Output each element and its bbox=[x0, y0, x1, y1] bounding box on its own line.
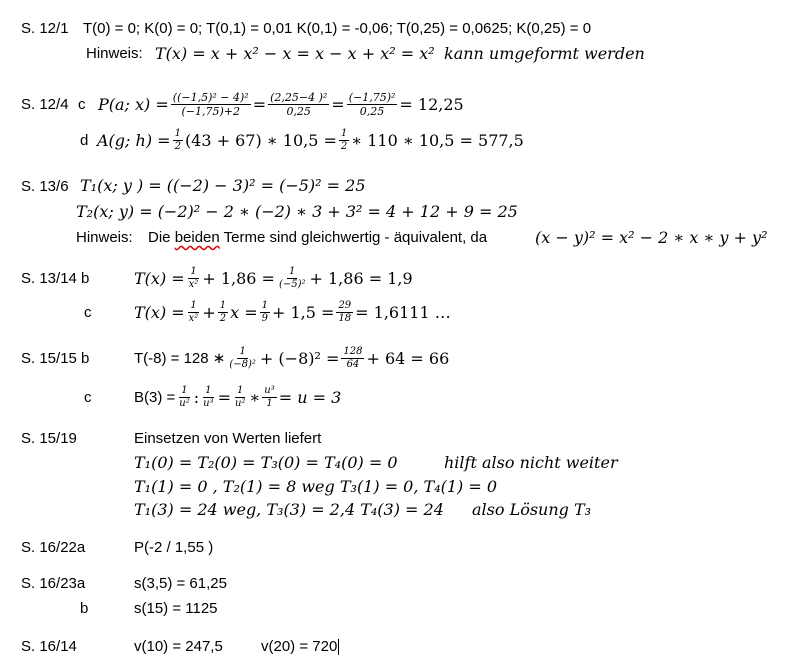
worksheet-solutions: S. 12/1 T(0) = 0; K(0) = 0; T(0,1) = 0,01 K(0,1) = -0,06; T(0,25) = 0,0625; K(0,25) = 0 Hinweis: T(x) = x + x² − x = x − x + x² = x² kann umgeformt werden S. 12/4 c P(a; x) = $\frac{\text{((−1,5)² − 4)²}}{(-1,75)+2}$ = $\frac{\text{(2,25−4 )²}}{0,25}$ = $\frac{\text{(−1,75)²}}{0,25}$ = 12,25 d A(g; h) = $\frac{1}{2}$ (43 + 67) ∗ 10,5 = $\frac{1}{2}$ ∗ 110 ∗ 10,5 = 577,5 S. 13/6 T₁(x; y ) = ((−2) − 3)² = (−5)² = 25 T₂(x; y) = (−2)² − 2 ∗ (−2) ∗ 3 + 3² = 4 + 12 + 9 = 25 Hinweis: Die beiden Terme sind gleichwertig - äquivalent, da (x − y)² = x² − 2 ∗ x ∗ y + y² S. 13/14 b T(x) = $\frac{1}{\text{x²}}$ + 1,86 = $\frac{1}{\text{(−5)²}}$ + 1,86 = 1,9 c T(x) = $\frac{1}{\text{x²}}$ + $\frac{1}{2}$ x = $\frac{1}{9}$ + 1,5 = $\frac{29}{18}$ = 1,6111 … S. 15/15 b T(-8) = 128 ∗ $\frac{1}{\text{(−8)²}}$ + (−8)² = $\frac{128}{64}$ + 64 = 66 c B(3) = $\frac{1}{\text{u²}}$ : $\frac{1}{\text{u³}}$ = $\frac{1}{\text{u²}}$ ∗ $\frac{\text{u³}}{1}$ = u = 3 S. 15/19 Einsetzen von Werten liefert T₁(0) = T₂(0) = T₃(0) = T₄(0) = 0 hilft also nicht weiter T₁(1) = 0 , T₂(1) = 8 weg T₃(1) = 0, T₄(1) = 0 T₁(3) = 24 weg, T₃(3) = 2,4 T₄(3) = 24 also Lösung T₃ S. 16/22a P(-2 / 1,55 ) S. 16/23a s(3,5) = 61,25 b s(15) = 1125 S. 16/14 v(10) = 247,5 v(20) = 720 bbox=[21, 20, 768, 655]
fraction: $\frac{\text{(2,25−4 )²}}{0,25}$ bbox=[270, 90, 328, 118]
section-label: S. 12/1 bbox=[21, 20, 69, 37]
answer-a: s(3,5) = 61,25 bbox=[134, 575, 227, 592]
lhs: P(a; x) = bbox=[98, 94, 169, 114]
part-label: b bbox=[80, 600, 89, 617]
hint-label: Hinweis: bbox=[76, 229, 133, 246]
spellcheck-word[interactable]: beiden bbox=[174, 229, 220, 246]
expression: + (−8)² = bbox=[259, 348, 340, 368]
section-label: S. 16/23a bbox=[21, 575, 86, 592]
answer: P(-2 / 1,55 ) bbox=[134, 539, 214, 556]
fraction: $\frac{128}{64}$ bbox=[343, 345, 363, 370]
part-label: c bbox=[84, 389, 92, 406]
expression: = 1,6111 … bbox=[355, 302, 451, 322]
answer-v20: v(20) = 720 bbox=[261, 638, 338, 655]
values-line: T(0) = 0; K(0) = 0; T(0,1) = 0,01 K(0,1) = -0,06; T(0,25) = 0,0625; K(0,25) = 0 bbox=[83, 20, 592, 37]
intro-text: Einsetzen von Werten liefert bbox=[134, 430, 322, 447]
text-cursor bbox=[338, 639, 339, 655]
lhs: T(x) = bbox=[134, 302, 185, 322]
section-label: S. 16/14 bbox=[21, 638, 77, 655]
answer-v10: v(10) = 247,5 bbox=[134, 638, 223, 655]
equation-line-1: T₁(x; y ) = ((−2) − 3)² = (−5)² = 25 bbox=[80, 176, 366, 195]
hint-label: Hinweis: bbox=[86, 45, 143, 62]
expression: + 1,86 = 1,9 bbox=[309, 268, 413, 288]
hint-formula: T(x) = x + x² − x = x − x + x² = x² bbox=[155, 44, 435, 63]
answer-b: s(15) = 1125 bbox=[134, 600, 218, 617]
fraction: $\frac{1}{9}$ bbox=[261, 299, 268, 324]
expression: + 64 = 66 bbox=[366, 348, 450, 368]
lhs: T(-8) = 128 ∗ bbox=[134, 350, 226, 367]
part-label: d bbox=[80, 132, 89, 149]
section-label: S. 12/4 bbox=[21, 96, 69, 113]
expression: ∗ 110 ∗ 10,5 = 577,5 bbox=[351, 130, 524, 150]
expression: = u = 3 bbox=[278, 387, 342, 407]
lhs: B(3) = bbox=[134, 388, 176, 406]
fraction: $\frac{1}{\text{u²}}$ bbox=[234, 384, 246, 409]
equation-line-2: T₁(1) = 0 , T₂(1) = 8 weg T₃(1) = 0, T₄(1) = 0 bbox=[134, 477, 498, 496]
fraction: $\frac{1}{2}$ bbox=[174, 127, 181, 152]
fraction: $\frac{1}{\text{x²}}$ bbox=[188, 265, 199, 290]
fraction: $\frac{1}{2}$ bbox=[219, 299, 227, 324]
expression: + 1,5 = bbox=[272, 302, 335, 322]
fraction: $\frac{\text{((−1,5)² − 4)²}}{(-1,75)+2}$ bbox=[172, 90, 249, 118]
part-label: c bbox=[78, 96, 86, 113]
section-label: S. 13/14 b bbox=[21, 270, 90, 287]
equation-line-3: T₁(3) = 24 weg, T₃(3) = 2,4 T₄(3) = 24 bbox=[134, 500, 444, 519]
fraction: $\frac{1}{\text{(−8)²}}$ bbox=[229, 345, 256, 370]
fraction: $\frac{29}{18}$ bbox=[338, 299, 352, 324]
part-label: c bbox=[84, 304, 92, 321]
section-label: S. 16/22a bbox=[21, 539, 86, 556]
equation-line-2: T₂(x; y) = (−2)² − 2 ∗ (−2) ∗ 3 + 3² = 4 + 12 + 9 = 25 bbox=[76, 202, 518, 221]
section-label: S. 15/15 b bbox=[21, 350, 90, 367]
fraction: $\frac{1}{\text{u³}}$ bbox=[203, 384, 214, 409]
fraction: $\frac{\text{(−1,75)²}}{0,25}$ bbox=[348, 90, 396, 118]
result: = 12,25 bbox=[399, 94, 464, 114]
fraction: $\frac{1}{2}$ bbox=[340, 127, 348, 152]
expression: (43 + 67) ∗ 10,5 = bbox=[184, 130, 337, 150]
note: also Lösung T₃ bbox=[472, 500, 592, 519]
equation-line-1: T₁(0) = T₂(0) = T₃(0) = T₄(0) = 0 bbox=[134, 453, 398, 472]
section-label: S. 13/6 bbox=[21, 178, 69, 195]
expression: + 1,86 = bbox=[202, 268, 275, 288]
fraction: $\frac{1}{\text{u²}}$ bbox=[179, 384, 190, 409]
lhs: A(g; h) = bbox=[97, 130, 171, 150]
lhs: T(x) = bbox=[134, 268, 185, 288]
hint-formula: (x − y)² = x² − 2 ∗ x ∗ y + y² bbox=[535, 228, 768, 247]
hint-text: kann umgeformt werden bbox=[444, 44, 645, 63]
expression: x = bbox=[230, 302, 258, 322]
section-label: S. 15/19 bbox=[21, 430, 77, 447]
fraction: $\frac{1}{\text{(−5)²}}$ bbox=[278, 265, 306, 290]
fraction: $\frac{1}{\text{x²}}$ bbox=[188, 299, 199, 324]
hint-text: Die beiden Terme sind gleichwertig - äquivalent, da bbox=[148, 229, 488, 246]
note: hilft also nicht weiter bbox=[444, 453, 618, 472]
fraction: $\frac{\text{u³}}{1}$ bbox=[264, 384, 275, 409]
